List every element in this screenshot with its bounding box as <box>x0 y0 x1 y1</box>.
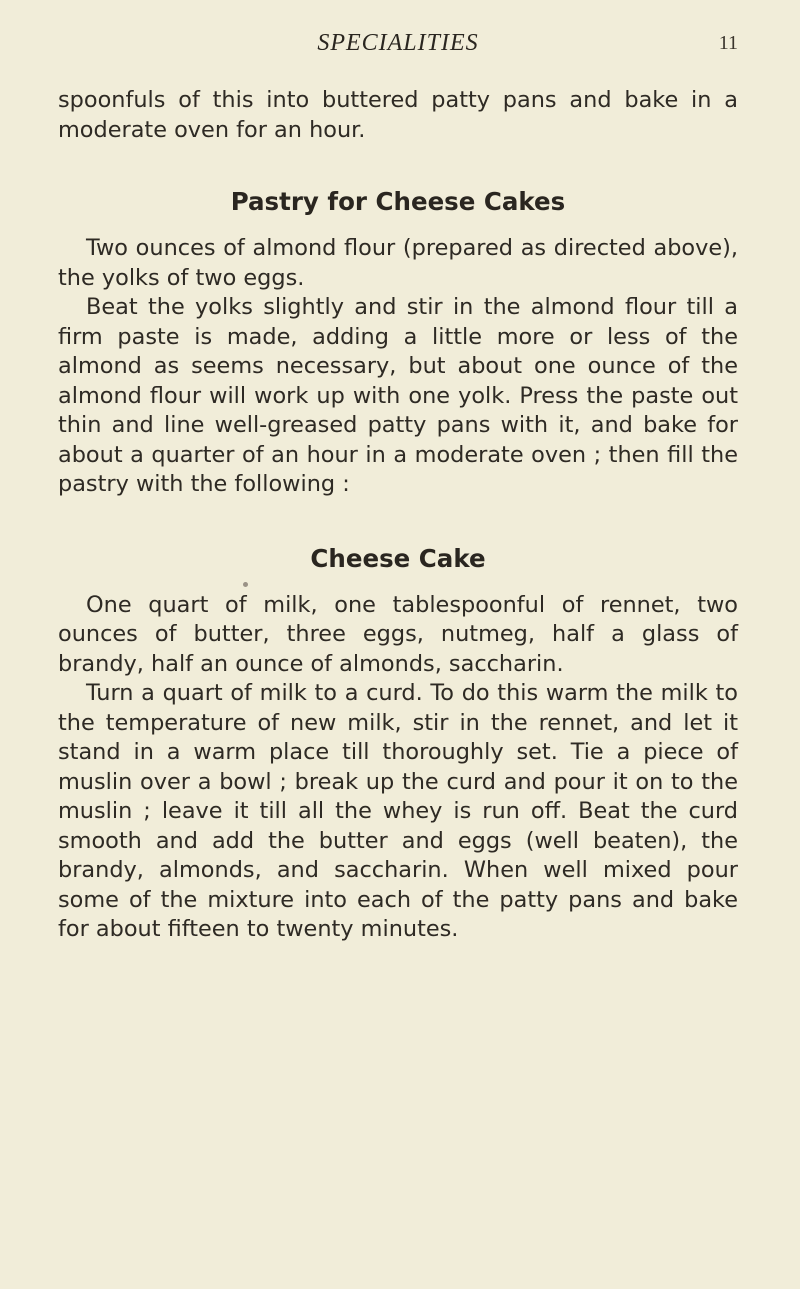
section-heading-cheese-cake: Cheese Cake <box>310 543 486 573</box>
cheese-cake-method-paragraph: Turn a quart of milk to a curd. To do this warm the milk to the temperature of new milk, stir in the rennet, and let it stand in a warm place till thoroughly set. Tie a piece of muslin over a bowl ; break up the curd and pour it on to the muslin ; leave it till all the whey is run off. Beat the curd smooth and add the butter and eggs (well beaten), the brandy, almonds, and saccharin. When well mixed pour some of the mixture into each of the patty pans and bake for about fifteen to twenty minutes. <box>58 680 738 942</box>
running-title: SPECIALITIES <box>317 30 479 56</box>
print-speck <box>243 582 248 587</box>
page-number: 11 <box>718 32 738 54</box>
pastry-method-paragraph: Beat the yolks slightly and stir in the almond flour till a firm paste is made, adding a little more or less of the almond as seems necessary, but about one ounce of the almond flour will work up with one yolk. Press the paste out thin and line well-greased patty pans with it, and bake for about a quarter of an hour in a moderate oven ; then fill the pastry with the following : <box>58 294 738 497</box>
pastry-ingredients-paragraph: Two ounces of almond flour (prepared as directed above), the yolks of two eggs. <box>58 235 738 291</box>
cheese-cake-ingredients-paragraph: One quart of milk, one tablespoonful of rennet, two ounces of butter, three eggs, nutmeg, half a glass of brandy, half an ounce of almonds, saccharin. <box>58 591 738 677</box>
section-heading-pastry: Pastry for Cheese Cakes <box>230 187 566 216</box>
book-page <box>58 30 738 945</box>
running-head <box>58 30 738 64</box>
intro-paragraph: spoonfuls of this into buttered patty pans and bake in a moderate oven for an hour. <box>58 87 738 143</box>
